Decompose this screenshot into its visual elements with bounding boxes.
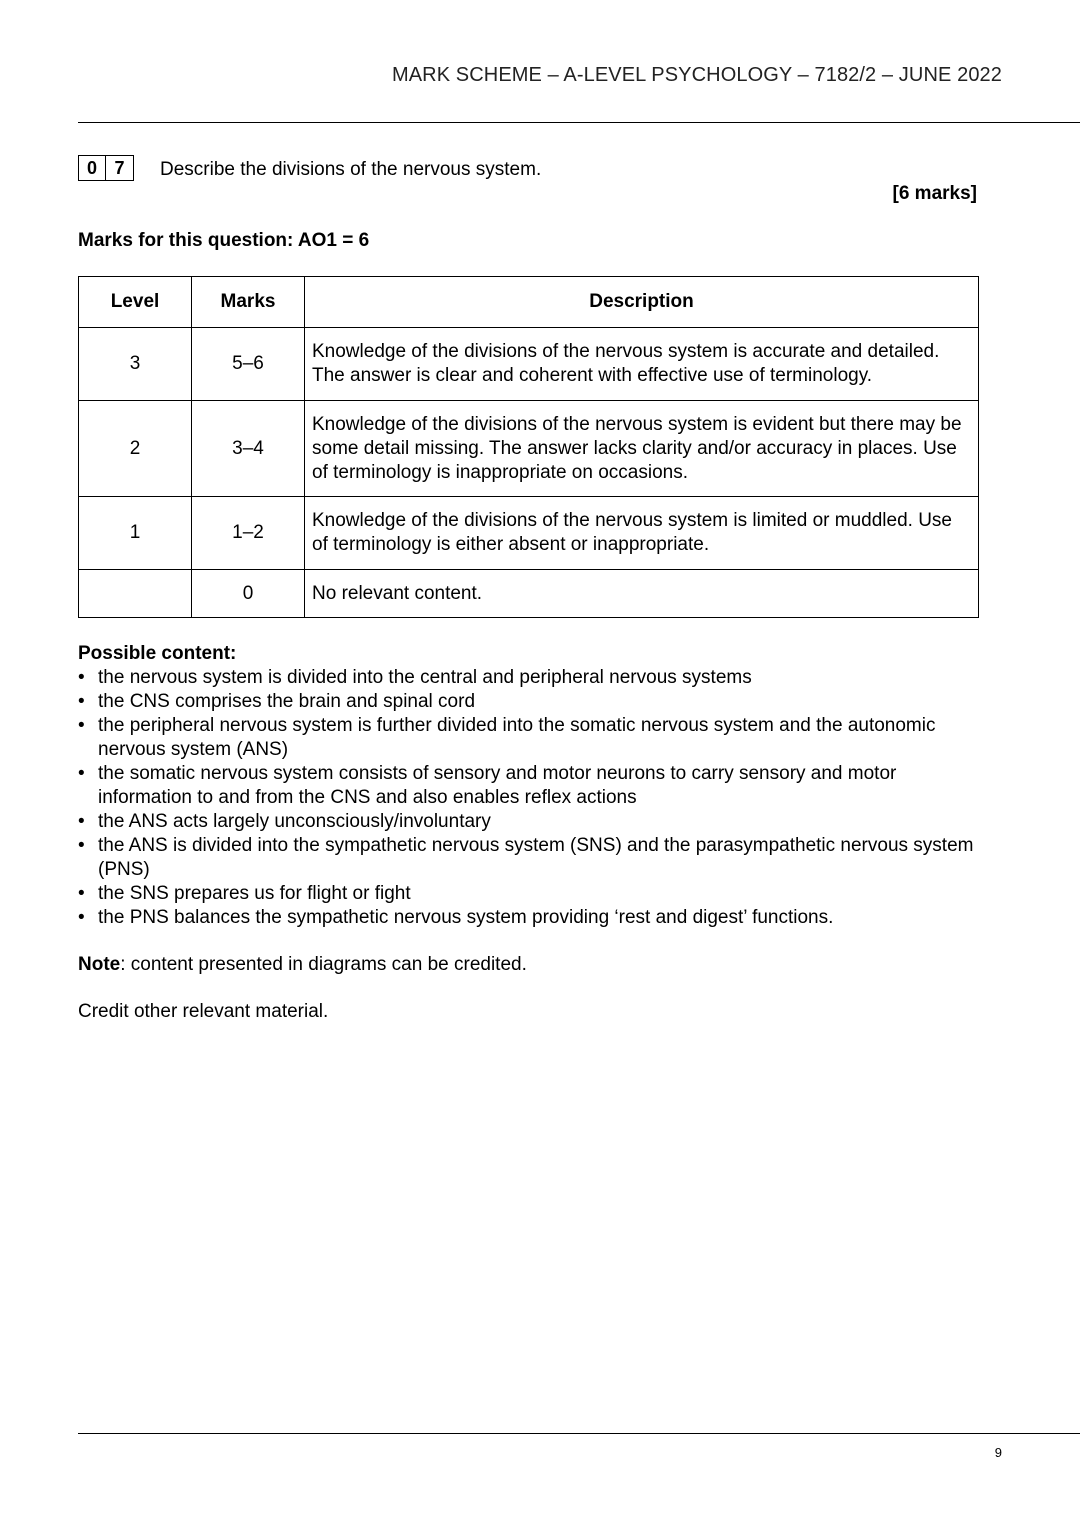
note-paragraph <box>78 953 988 977</box>
list-item: • the PNS balances the sympathetic nervous system providing ‘rest and digest’ functions. <box>78 906 988 930</box>
table-row <box>79 570 979 618</box>
marks-cell: 5–6 <box>192 328 305 401</box>
question-text: Describe the divisions of the nervous system. <box>160 159 542 180</box>
description-header: Description <box>305 277 979 328</box>
list-item: • the ANS is divided into the sympathetic nervous system (SNS) and the parasympathetic nervous system (PNS) <box>78 834 988 882</box>
table-row <box>79 497 979 570</box>
level-header: Level <box>79 277 192 328</box>
question-number-digit: 7 <box>106 155 134 181</box>
level-cell: 3 <box>79 328 192 401</box>
marks-cell: 0 <box>192 570 305 618</box>
note-text: : content presented in diagrams can be credited. <box>120 954 527 975</box>
marks-cell: 1–2 <box>192 497 305 570</box>
list-item: • the somatic nervous system consists of sensory and motor neurons to carry sensory and motor information to and from the CNS and also enables reflex actions <box>78 762 988 810</box>
question-number-digit: 0 <box>78 155 106 181</box>
level-cell: 2 <box>79 401 192 497</box>
list-item: • the ANS acts largely unconsciously/involuntary <box>78 810 988 834</box>
possible-content-list <box>78 666 988 930</box>
table-header-row <box>79 277 979 328</box>
description-cell: No relevant content. <box>305 570 979 618</box>
page-header-title: MARK SCHEME – A-LEVEL PSYCHOLOGY – 7182/2 – JUNE 2022 <box>391 64 1002 86</box>
list-item: • the nervous system is divided into the central and peripheral nervous systems <box>78 666 988 690</box>
header-divider <box>78 122 1080 123</box>
credit-text: Credit other relevant material. <box>78 1001 329 1022</box>
footer-divider <box>78 1433 1080 1434</box>
levels-table <box>78 276 979 618</box>
description-cell: Knowledge of the divisions of the nervous system is accurate and detailed. The answer is clear and coherent with effective use of terminology. <box>305 328 979 401</box>
table-row <box>79 328 979 401</box>
page-number: 9 <box>994 1445 1002 1460</box>
note-label: Note <box>78 954 121 975</box>
level-cell <box>79 570 192 618</box>
table-row <box>79 401 979 497</box>
list-item: • the peripheral nervous system is further divided into the somatic nervous system and the autonomic nervous system (ANS) <box>78 714 988 762</box>
description-cell: Knowledge of the divisions of the nervous system is evident but there may be some detail missing. The answer lacks clarity and/or accuracy in places. Use of terminology is inappropriate on occasions. <box>305 401 979 497</box>
marks-allocation: Marks for this question: AO1 = 6 <box>78 230 370 251</box>
marks-header: Marks <box>192 277 305 328</box>
possible-content-heading: Possible content: <box>78 643 237 664</box>
question-marks: [6 marks] <box>892 183 977 204</box>
possible-content-section <box>78 642 988 1024</box>
marks-cell: 3–4 <box>192 401 305 497</box>
question-number-box <box>78 155 134 181</box>
list-item: • the CNS comprises the brain and spinal cord <box>78 690 988 714</box>
level-cell: 1 <box>79 497 192 570</box>
description-cell: Knowledge of the divisions of the nervous system is limited or muddled. Use of terminology is either absent or inappropriate. <box>305 497 979 570</box>
list-item: • the SNS prepares us for flight or fight <box>78 882 988 906</box>
